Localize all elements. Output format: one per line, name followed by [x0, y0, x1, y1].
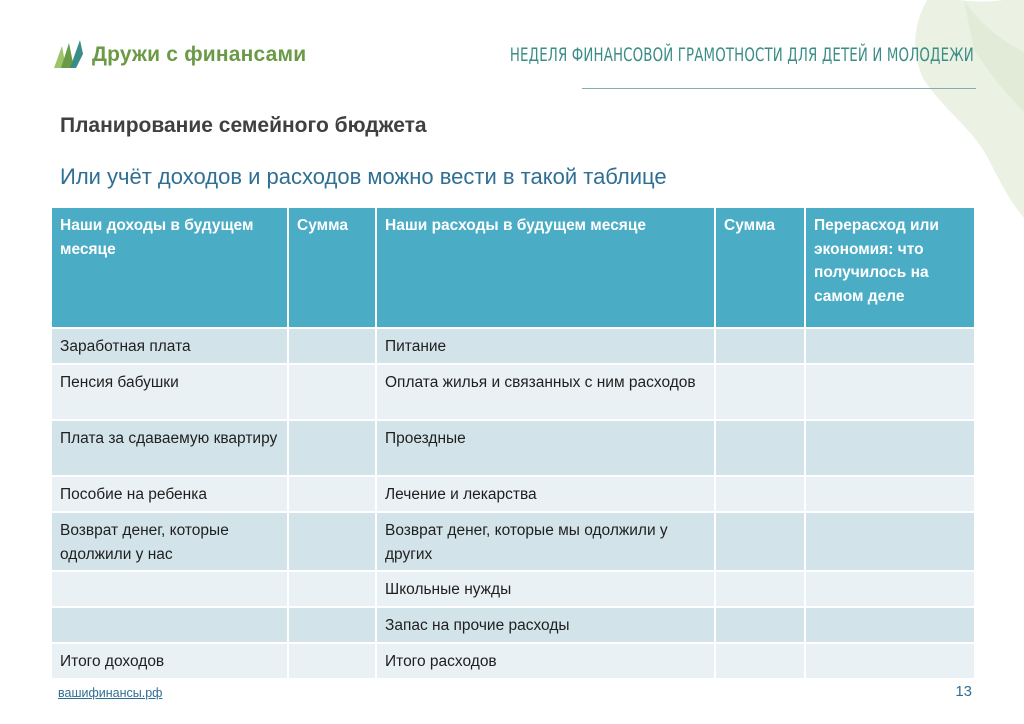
header-expenses-sum: Сумма: [715, 207, 805, 328]
expense-sum-cell: [715, 328, 805, 364]
table-row: [51, 512, 975, 571]
page-title: Планирование семейного бюджета: [60, 114, 427, 137]
result-cell: [805, 328, 975, 364]
budget-table: [50, 206, 976, 680]
header-divider: [582, 88, 976, 89]
result-cell: [805, 643, 975, 679]
income-sum-cell: [288, 364, 376, 420]
result-cell: [805, 512, 975, 571]
income-sum-cell: [288, 512, 376, 571]
expense-cell: Лечение и лекарства: [376, 476, 715, 512]
result-cell: [805, 420, 975, 476]
website-link[interactable]: вашифинансы.рф: [58, 686, 163, 700]
expense-cell: Проездные: [376, 420, 715, 476]
header-income: Наши доходы в будущем месяце: [51, 207, 288, 328]
expense-sum-cell: [715, 643, 805, 679]
result-cell: [805, 571, 975, 607]
header-expenses: Наши расходы в будущем месяце: [376, 207, 715, 328]
expense-sum-cell: [715, 420, 805, 476]
income-sum-cell: [288, 571, 376, 607]
income-cell: Пособие на ребенка: [51, 476, 288, 512]
income-sum-cell: [288, 328, 376, 364]
expense-cell: Школьные нужды: [376, 571, 715, 607]
result-cell: [805, 364, 975, 420]
income-sum-cell: [288, 643, 376, 679]
income-cell: Возврат денег, которые одолжили у нас: [51, 512, 288, 571]
expense-sum-cell: [715, 476, 805, 512]
header-income-sum: Сумма: [288, 207, 376, 328]
income-cell: Заработная плата: [51, 328, 288, 364]
income-cell: Пенсия бабушки: [51, 364, 288, 420]
income-sum-cell: [288, 476, 376, 512]
header-overspend-savings: Перерасход или экономия: что получилось на самом деле: [805, 207, 975, 328]
income-cell: [51, 607, 288, 643]
table-row: [51, 571, 975, 607]
result-cell: [805, 607, 975, 643]
logo-text: Дружи с финансами: [92, 43, 307, 66]
page-number: 13: [955, 683, 972, 700]
expense-sum-cell: [715, 364, 805, 420]
table-row: [51, 607, 975, 643]
expense-sum-cell: [715, 512, 805, 571]
income-cell: Плата за сдаваемую квартиру: [51, 420, 288, 476]
expense-total-cell: Итого расходов: [376, 643, 715, 679]
table-header-row: [51, 207, 975, 328]
leaf-logo-icon: [52, 40, 86, 70]
result-cell: [805, 476, 975, 512]
week-title: НЕДЕЛЯ ФИНАНСОВОЙ ГРАМОТНОСТИ ДЛЯ ДЕТЕЙ И МОЛОДЕЖИ: [510, 44, 974, 66]
income-total-cell: Итого доходов: [51, 643, 288, 679]
income-cell: [51, 571, 288, 607]
page-subtitle: Или учёт доходов и расходов можно вести в такой таблице: [60, 164, 667, 189]
brand-logo: [52, 40, 306, 70]
table-row: [51, 328, 975, 364]
expense-cell: Питание: [376, 328, 715, 364]
expense-cell: Возврат денег, которые мы одолжили у других: [376, 512, 715, 571]
table-row: [51, 643, 975, 679]
expense-cell: Запас на прочие расходы: [376, 607, 715, 643]
income-sum-cell: [288, 420, 376, 476]
expense-sum-cell: [715, 607, 805, 643]
expense-cell: Оплата жилья и связанных с ним расходов: [376, 364, 715, 420]
expense-sum-cell: [715, 571, 805, 607]
income-sum-cell: [288, 607, 376, 643]
table-row: [51, 476, 975, 512]
table-row: [51, 420, 975, 476]
table-row: [51, 364, 975, 420]
